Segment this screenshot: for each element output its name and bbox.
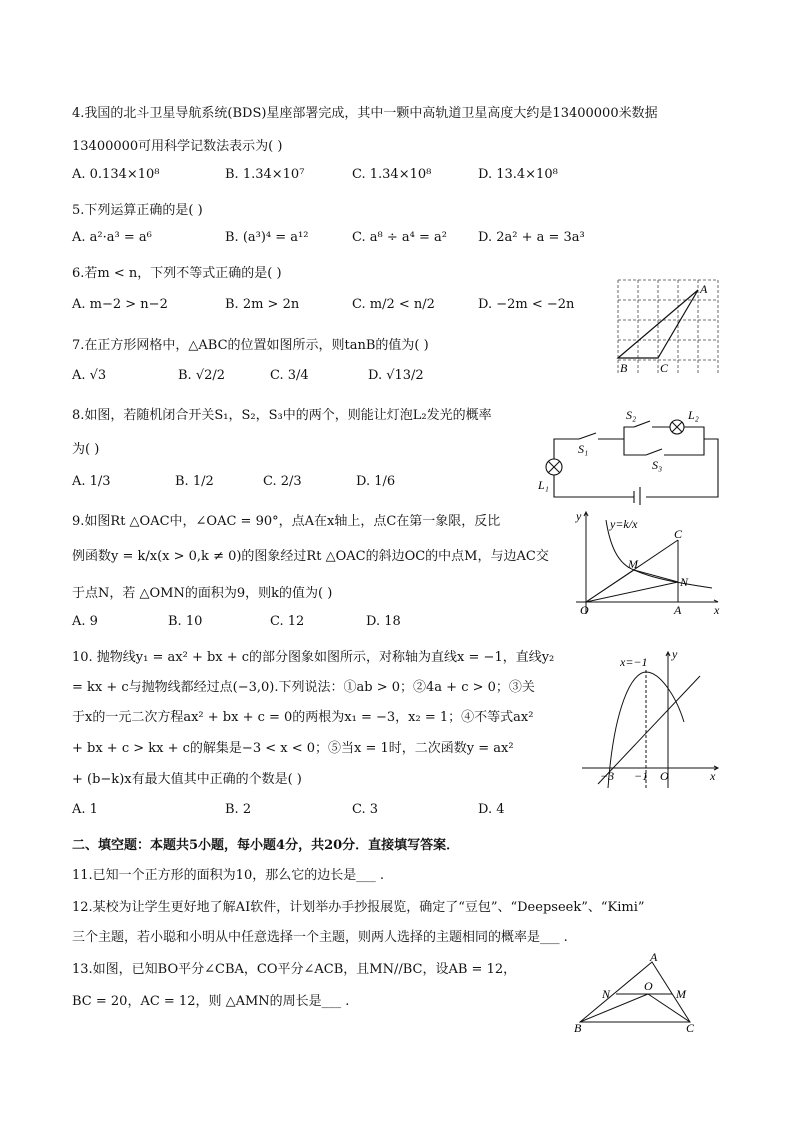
q8-option-c: C. 2/3 (263, 474, 302, 489)
q9-label-curve: y=k/x (610, 517, 638, 531)
q13-label-n: N (602, 987, 611, 1001)
q10-label-y: y (672, 647, 678, 661)
q8-line2: 为( ) (72, 442, 100, 457)
q10-line4: + bx + c > kx + c的解集是−3 < x < 0；⑤当x = 1时，二次函数y = ax² (72, 741, 514, 756)
q8-circuit-figure (534, 405, 724, 505)
q8-label-s1: S₁ (578, 442, 589, 456)
q9-line1: 9.如图Rt △OAC中，∠OAC = 90°，点A在x轴上，点C在第一象限，反比 (72, 514, 501, 529)
q10-label-axis-of-symmetry: x=−1 (620, 655, 648, 669)
q9-label-n: N (680, 575, 689, 589)
q7-label-b: B (620, 361, 628, 375)
q6-option-c: C. m/2 < n/2 (352, 297, 435, 312)
q10-option-c: C. 3 (352, 802, 379, 817)
q10-label-o: O (660, 769, 669, 783)
q4-option-c: C. 1.34×10⁸ (352, 167, 432, 182)
q9-label-o: O (580, 603, 589, 617)
q6-option-b: B. 2m > 2n (225, 297, 300, 312)
q4-line2: 13400000可用科学记数法表示为( ) (72, 139, 283, 154)
q9-label-y: y (576, 509, 582, 523)
q10-line5: + (b−k)x有最大值其中正确的个数是( ) (72, 772, 302, 787)
q7-option-c: C. 3/4 (270, 368, 309, 383)
q6-option-a: A. m−2 > n−2 (72, 297, 168, 312)
q7-option-a: A. √3 (72, 368, 107, 383)
q13-figure (572, 952, 700, 1034)
q8-label-l1: L₁ (538, 478, 549, 492)
q5-option-a: A. a²·a³ = a⁶ (72, 230, 152, 245)
q5-stem: 5.下列运算正确的是( ) (72, 203, 203, 218)
q11-stem: 11.已知一个正方形的面积为10，那么它的边长是___ . (72, 868, 384, 883)
q7-stem: 7.在正方形网格中，△ABC的位置如图所示，则tanB的值为( ) (72, 338, 429, 353)
q8-label-s3: S₃ (652, 458, 663, 472)
q9-line3: 于点N，若 △OMN的面积为9，则k的值为( ) (72, 586, 333, 601)
q9-option-b: B. 10 (168, 614, 203, 629)
q7-option-b: B. √2/2 (178, 368, 226, 383)
q9-label-x: x (714, 603, 720, 617)
q13-label-m: M (676, 987, 686, 1001)
q10-label-x: x (710, 769, 716, 783)
q12-line1: 12.某校为让学生更好地了解AI软件，计划举办手抄报展览，确定了“豆包”、“Deepseek”、“Kimi” (72, 900, 645, 915)
q5-option-d: D. 2a² + a = 3a³ (478, 230, 585, 245)
q13-label-b: B (574, 1021, 582, 1034)
q6-stem: 6.若m < n，下列不等式正确的是( ) (72, 266, 282, 281)
q13-label-a: A (650, 952, 658, 964)
q6-option-d: D. −2m < −2n (478, 297, 575, 312)
q8-option-b: B. 1/2 (175, 474, 214, 489)
q7-grid-figure (612, 276, 722, 378)
section2-heading: 二、填空题：本题共5小题，每小题4分，共20分．直接填写答案． (72, 838, 460, 853)
q13-label-c: C (686, 1021, 695, 1034)
q9-label-a: A (674, 603, 682, 617)
q4-option-d: D. 13.4×10⁸ (478, 167, 558, 182)
q10-line3: 于x的一元二次方程ax² + bx + c = 0的两根为x₁ = −3，x₂ = 1；④不等式ax² (72, 710, 534, 725)
q10-label-minus1: −1 (634, 769, 649, 783)
q10-option-b: B. 2 (225, 802, 252, 817)
q8-label-s2: S₂ (626, 408, 637, 422)
q4-option-b: B. 1.34×10⁷ (225, 167, 305, 182)
q13-line1: 13.如图，已知BO平分∠CBA，CO平分∠ACB，且MN//BC，设AB = 12， (72, 962, 517, 977)
q10-option-a: A. 1 (72, 802, 98, 817)
q9-figure (572, 506, 724, 618)
q10-label-minus3: −3 (600, 769, 615, 783)
q9-option-a: A. 9 (72, 614, 98, 629)
q4-option-a: A. 0.134×10⁸ (72, 167, 160, 182)
q12-line2: 三个主题，若小聪和小明从中任意选择一个主题，则两人选择的主题相同的概率是___ . (72, 930, 568, 945)
q7-option-d: D. √13/2 (368, 368, 424, 383)
q8-line1: 8.如图，若随机闭合开关S₁，S₂，S₃中的两个，则能让灯泡L₂发光的概率 (72, 408, 492, 423)
q13-label-o: O (644, 979, 653, 993)
q9-label-c: C (674, 527, 683, 541)
q7-label-c: C (660, 361, 669, 375)
q5-option-b: B. (a³)⁴ = a¹² (225, 230, 309, 245)
q10-line1: 10. 抛物线y₁ = ax² + bx + c的部分图象如图所示，对称轴为直线x = −1，直线y₂ (72, 650, 555, 665)
q4-line1: 4.我国的北斗卫星导航系统(BDS)星座部署完成，其中一颗中高轨道卫星高度大约是13400000米数据 (72, 106, 658, 121)
q10-option-d: D. 4 (478, 802, 505, 817)
q9-option-d: D. 18 (366, 614, 401, 629)
q8-option-a: A. 1/3 (72, 474, 111, 489)
q9-line2: 例函数y = k/x(x > 0,k ≠ 0)的图象经过Rt △OAC的斜边OC的中点M，与边AC交 (72, 549, 549, 564)
q10-figure (578, 646, 724, 792)
q5-option-c: C. a⁸ ÷ a⁴ = a² (352, 230, 447, 245)
q8-option-d: D. 1/6 (356, 474, 396, 489)
q10-line2: = kx + c与抛物线都经过点(−3,0).下列说法：①ab > 0；②4a + c > 0；③关 (72, 680, 535, 695)
q9-label-m: M (628, 557, 638, 571)
q13-line2: BC = 20，AC = 12，则 △AMN的周长是___ . (72, 994, 350, 1009)
q9-option-c: C. 12 (270, 614, 305, 629)
q8-label-l2: L₂ (688, 408, 699, 422)
q7-label-a: A (700, 282, 708, 296)
